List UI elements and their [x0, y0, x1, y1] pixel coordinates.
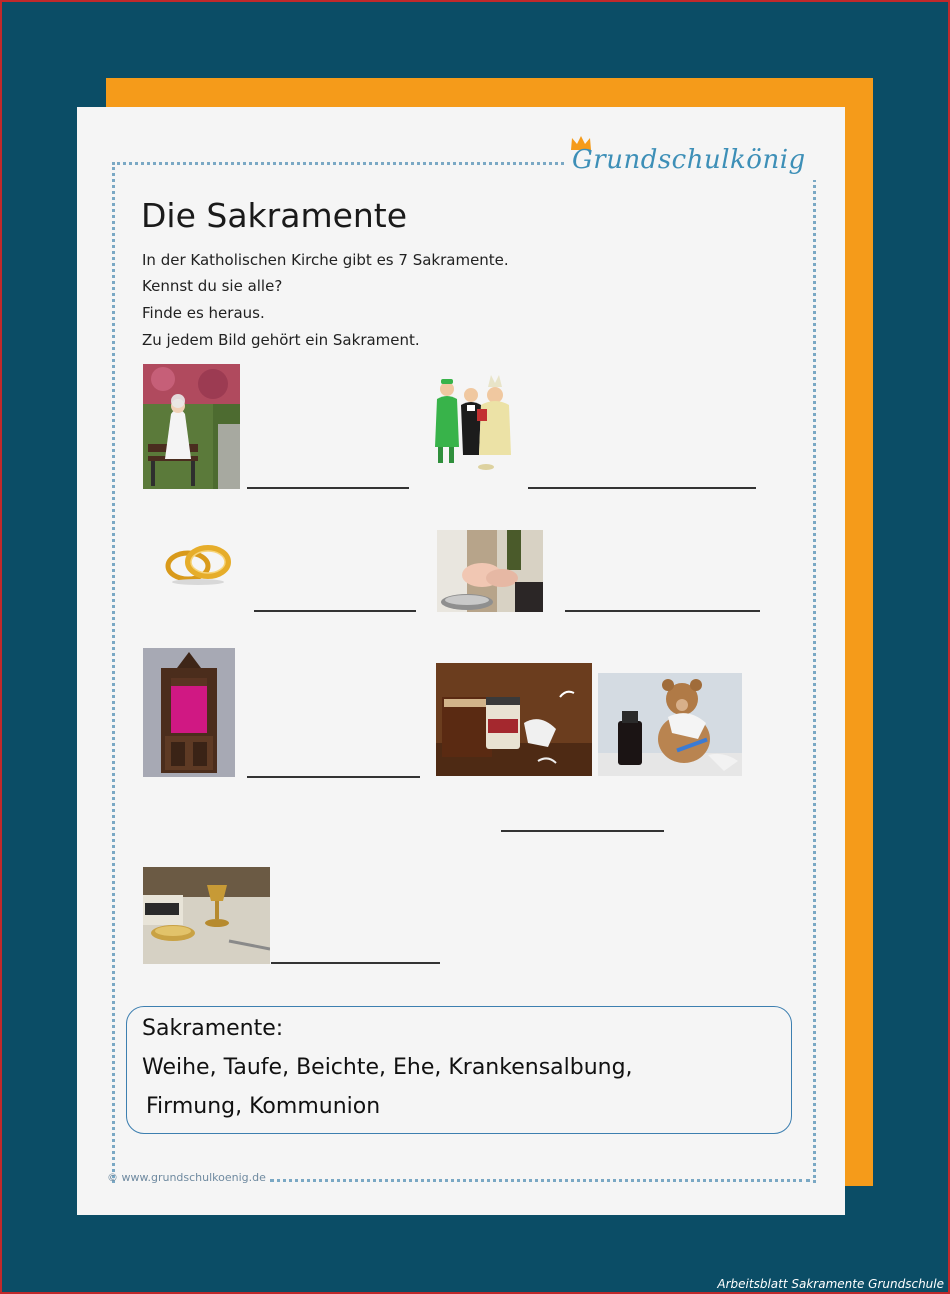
solution-line: Firmung, Kommunion: [146, 1094, 381, 1119]
chalice-communion-photo: [143, 867, 270, 964]
answer-line[interactable]: [271, 962, 440, 964]
first-communion-girl-photo: [143, 364, 240, 489]
solution-line: Weihe, Taufe, Beichte, Ehe, Krankensalbung,: [142, 1055, 633, 1080]
dotted-frame-bottom: [270, 1179, 810, 1182]
brand-logo: Grundschulkönig: [572, 145, 806, 175]
sick-teddy-bear-photo: [598, 673, 742, 776]
priest-ordination-figures: [433, 375, 513, 473]
intro-line: Kennst du sie alle?: [142, 277, 283, 295]
confessional-booth-photo: [143, 648, 235, 777]
anointing-oil-book-photo: [436, 663, 592, 776]
answer-line[interactable]: [565, 610, 760, 612]
answer-line[interactable]: [247, 487, 409, 489]
page-title: Die Sakramente: [141, 196, 408, 235]
answer-line[interactable]: [254, 610, 416, 612]
intro-line: In der Katholischen Kirche gibt es 7 Sakramente.: [142, 251, 509, 269]
answer-line[interactable]: [501, 830, 664, 832]
answer-line[interactable]: [247, 776, 420, 778]
intro-line: Zu jedem Bild gehört ein Sakrament.: [142, 331, 420, 349]
wedding-rings-photo: [160, 538, 235, 588]
solution-box-title: Sakramente:: [142, 1016, 284, 1041]
image-caption: Arbeitsblatt Sakramente Grundschule: [717, 1277, 944, 1291]
intro-line: Finde es heraus.: [142, 304, 265, 322]
baptism-font-photo: [437, 530, 543, 612]
answer-line[interactable]: [528, 487, 756, 489]
footer-url: © www.grundschulkoenig.de: [107, 1171, 266, 1184]
